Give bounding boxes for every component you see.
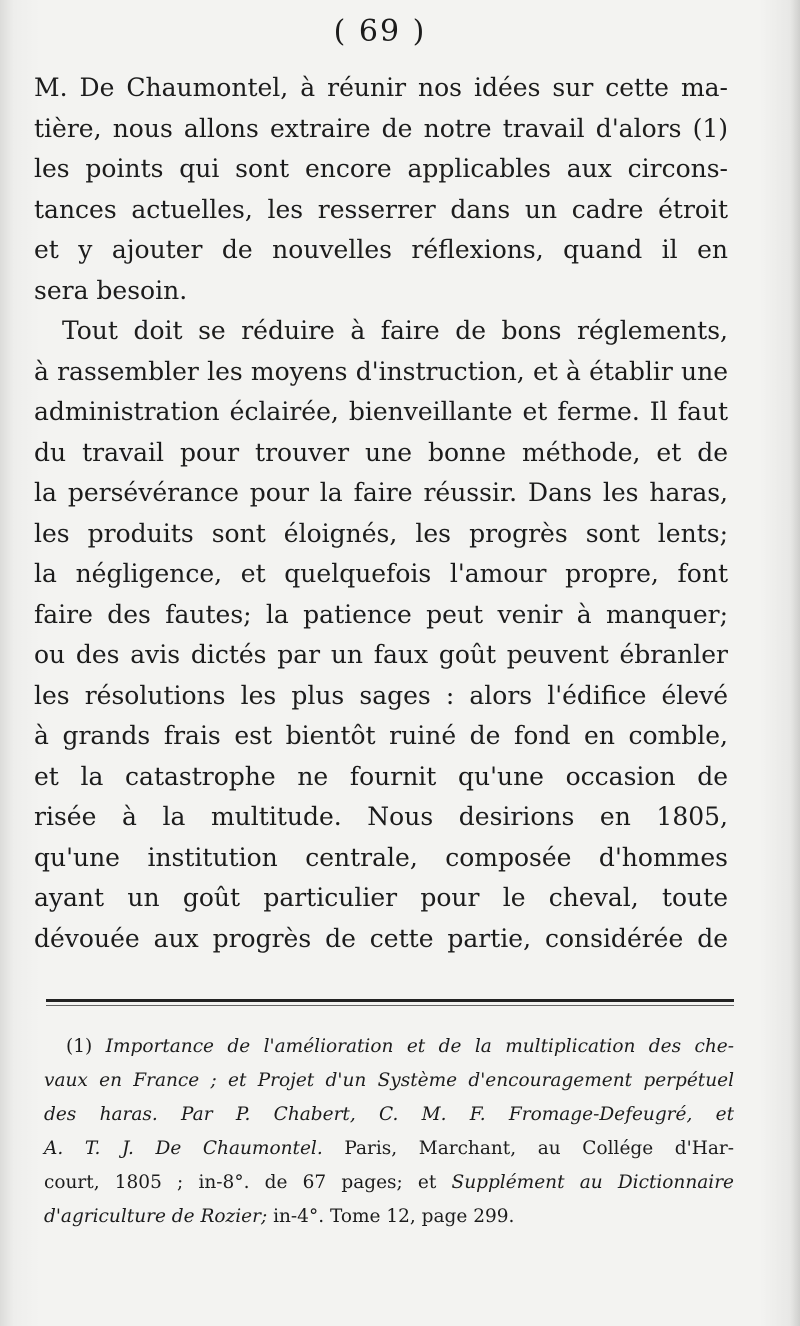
- footnote-authors: des haras. Par P. Chabert, C. M. F. Fromage-Defeugré, et: [44, 1104, 734, 1125]
- text-line: ou des avis dictés par un faux goût peuvent ébranler: [34, 640, 728, 669]
- text-line: et la catastrophe ne fournit qu'une occasion de: [34, 761, 728, 791]
- footnote-publisher: Paris, Marchant, au Collége d'Har-: [344, 1138, 734, 1159]
- footnote-publication: court, 1805 ; in-8°. de 67 pages; et: [44, 1172, 437, 1193]
- text-line: faire des fautes; la patience peut venir à manquer;: [34, 599, 728, 629]
- text-line: risée à la multitude. Nous desirions en 1805,: [34, 802, 728, 831]
- footnote-authors: A. T. J. De Chaumontel.: [44, 1138, 323, 1159]
- text-line: la négligence, et quelquefois l'amour propre, font: [34, 559, 728, 588]
- text-line: les points qui sont encore applicables aux circons-: [34, 154, 728, 183]
- text-line: tière, nous allons extraire de notre travail d'alors (1): [34, 113, 728, 143]
- footnote-title: vaux en France ; et Projet d'un Système d'encouragement perpétuel: [44, 1070, 734, 1091]
- text-line: à grands frais est bientôt ruiné de fond en comble,: [34, 721, 728, 750]
- footnote-line: [44, 1200, 734, 1234]
- footnote-line: [44, 1098, 734, 1132]
- footnote-rule: [46, 999, 734, 1002]
- text-line: M. De Chaumontel, à réunir nos idées sur cette ma-: [34, 73, 728, 102]
- text-line: Tout doit se réduire à faire de bons réglements,: [62, 316, 728, 345]
- text-line: qu'une institution centrale, composée d'hommes: [34, 842, 728, 872]
- footnote-line: [44, 1166, 734, 1200]
- text-line: à rassembler les moyens d'instruction, et à établir une: [34, 356, 728, 386]
- footnote: [44, 1030, 734, 1234]
- text-line: tances actuelles, les resserrer dans un cadre étroit: [34, 194, 728, 224]
- text-line: dévouée aux progrès de cette partie, considérée de: [34, 923, 728, 953]
- body-text: [34, 68, 728, 959]
- footnote-supplement: Supplément au Dictionnaire: [451, 1172, 735, 1193]
- text-line: la persévérance pour la faire réussir. Dans les haras,: [34, 478, 728, 507]
- footnote-line: [44, 1064, 734, 1098]
- text-line: et y ajouter de nouvelles réflexions, quand il en: [34, 235, 728, 264]
- footnote-line: [44, 1132, 734, 1166]
- text-line: les résolutions les plus sages : alors l'édifice élevé: [34, 680, 728, 710]
- footnote-line: [44, 1030, 734, 1064]
- footnote-title: Importance de l'amélioration et de la multiplication des che-: [105, 1036, 734, 1057]
- footnote-rule-thin: [46, 1005, 734, 1006]
- text-line: les produits sont éloignés, les progrès sont lents;: [34, 518, 728, 548]
- text-line: sera besoin.: [34, 275, 188, 305]
- footnote-reference: in-4°. Tome 12, page 299.: [273, 1206, 515, 1227]
- text-line: ayant un goût particulier pour le cheval, toute: [34, 883, 728, 912]
- footnote-marker: (1): [66, 1036, 93, 1057]
- page-number: ( 69 ): [333, 14, 427, 49]
- text-line: administration éclairée, bienveillante et ferme. Il faut: [34, 397, 728, 426]
- footnote-supplement: d'agriculture de Rozier;: [44, 1206, 268, 1227]
- text-line: du travail pour trouver une bonne méthode, et de: [34, 437, 728, 467]
